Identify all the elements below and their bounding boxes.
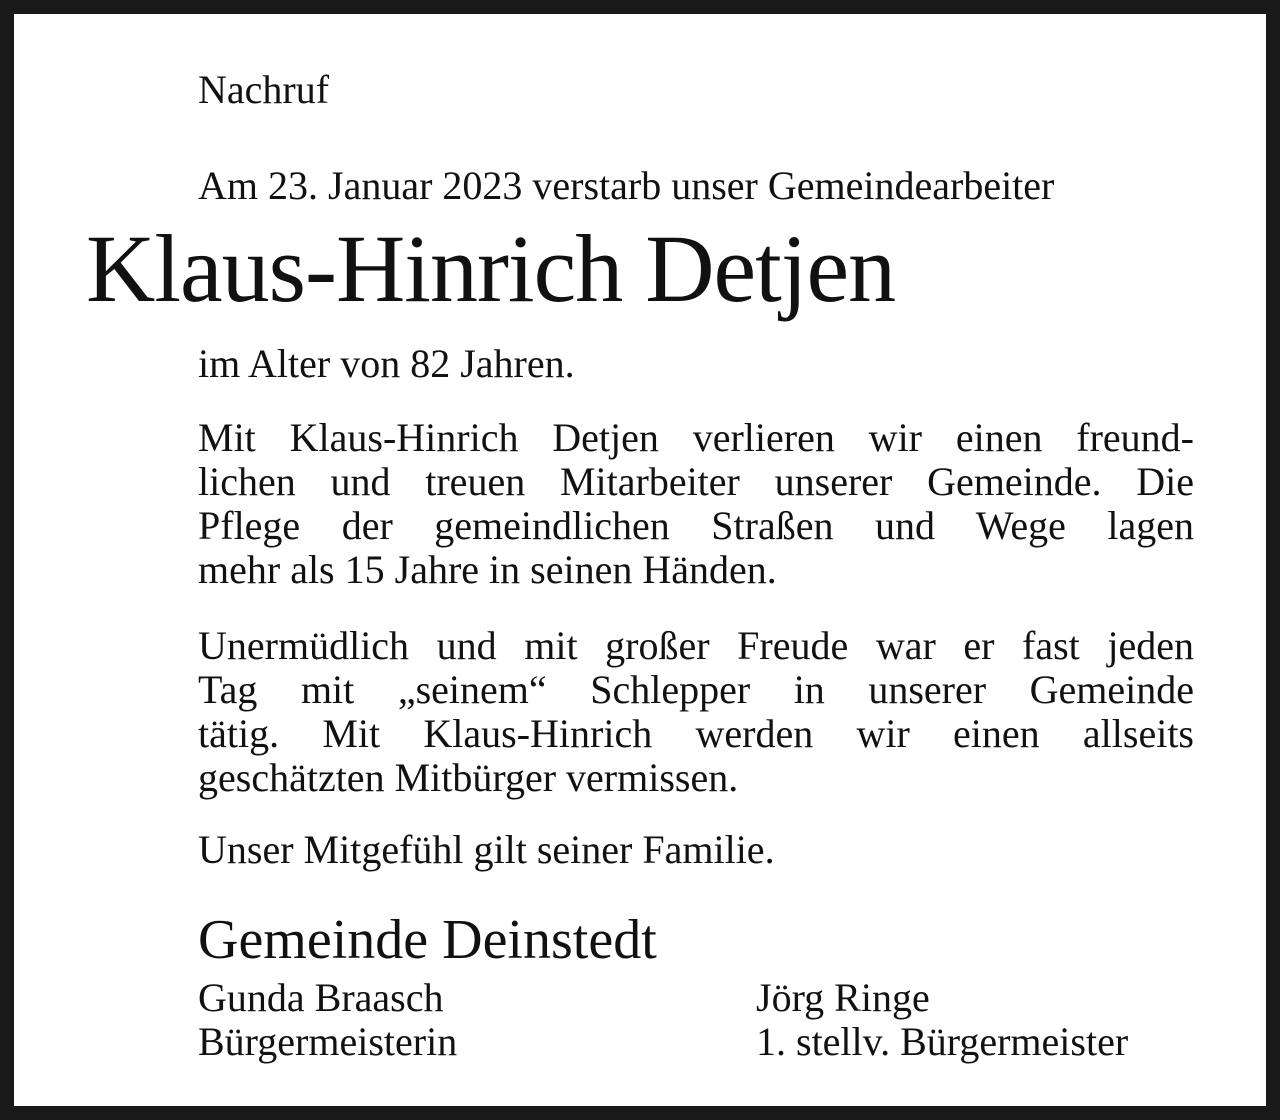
notice-heading: Nachruf	[198, 67, 330, 112]
paragraph-line: Mit Klaus-Hinrich Detjen verlieren wir einen freund-	[198, 415, 1194, 460]
organization-name: Gemeinde Deinstedt	[198, 909, 657, 971]
signatory-name: Gunda Braasch	[198, 975, 444, 1020]
paragraph-line: lichen und treuen Mitarbeiter unserer Gemeinde. Die	[198, 459, 1194, 504]
deceased-name: Klaus-Hinrich Detjen	[86, 215, 896, 322]
signatory-name: Jörg Ringe	[756, 975, 930, 1020]
intro-line: Am 23. Januar 2023 verstarb unser Gemeindearbeiter	[198, 163, 1055, 208]
age-line: im Alter von 82 Jahren.	[198, 341, 575, 386]
signatory-mayor	[198, 976, 457, 1064]
paragraph-line: geschätzten Mitbürger vermissen.	[198, 755, 739, 800]
paragraph-line: mehr als 15 Jahre in seinen Händen.	[198, 547, 777, 592]
signatory-deputy-mayor	[756, 976, 1128, 1064]
paragraph-tribute	[198, 416, 1194, 592]
paragraph-line: Pflege der gemeindlichen Straßen und Wege lagen	[198, 503, 1194, 548]
paragraph-line: tätig. Mit Klaus-Hinrich werden wir einen allseits	[198, 711, 1194, 756]
paragraph-line: Tag mit „seinem“ Schlepper in unserer Gemeinde	[198, 667, 1194, 712]
signatory-title: 1. stellv. Bürgermeister	[756, 1019, 1129, 1064]
paragraph-remembrance	[198, 624, 1194, 800]
paragraph-condolence: Unser Mitgefühl gilt seiner Familie.	[198, 827, 775, 872]
paragraph-line: Unermüdlich und mit großer Freude war er fast jeden	[198, 623, 1194, 668]
signatory-title: Bürgermeisterin	[198, 1019, 458, 1064]
